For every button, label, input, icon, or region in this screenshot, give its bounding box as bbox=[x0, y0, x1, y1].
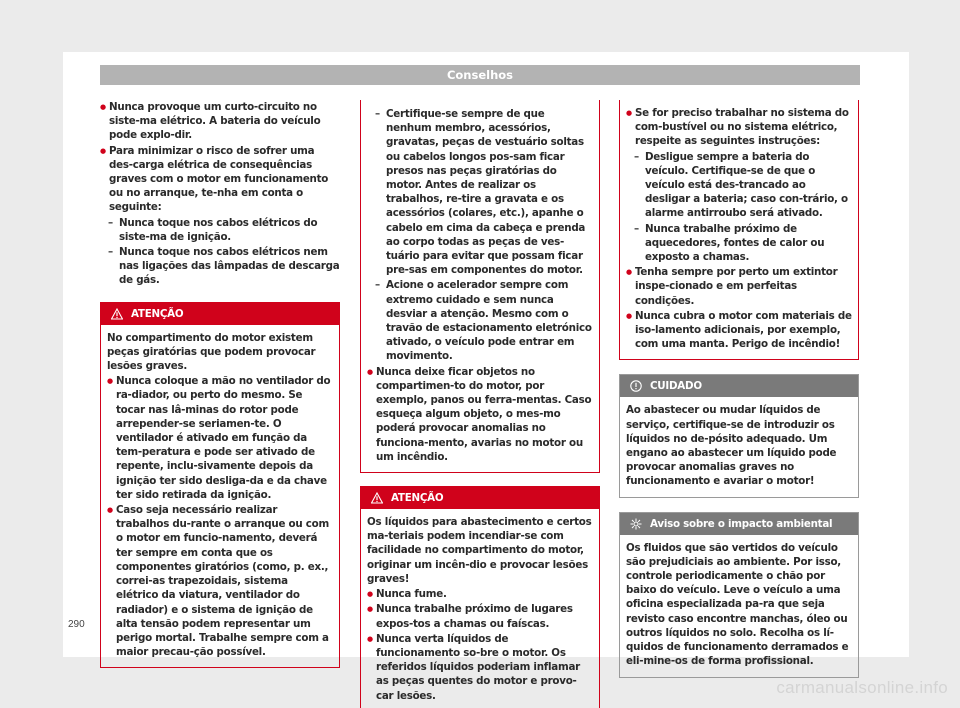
environment-header bbox=[620, 513, 858, 535]
bullet-item: ● Nunca trabalhe próximo de lugares expos-tos a chamas ou faíscas. bbox=[367, 602, 593, 630]
bullet-item: ● Nunca coloque a mão no ventilador do ra-diador, ou perto do mesmo. Se tocar nas lâ-minas do rotor pode arrepender-se seriamen-te. O ventilador é ativado em função da tem-peratura e pode ser ativado de repente, inclu-sivamente depois da ignição ter sido desliga-da e da chave ter sido retirada da ignição. bbox=[107, 374, 333, 502]
warning-header bbox=[101, 303, 339, 325]
bullet-item: ● Nunca fume. bbox=[367, 587, 593, 601]
dash-item: – Nunca trabalhe próximo de aquecedores, fontes de calor ou exposto a chamas. bbox=[626, 222, 852, 265]
warning-box bbox=[360, 486, 600, 708]
column-right bbox=[619, 100, 859, 678]
page-number: 290 bbox=[68, 619, 85, 630]
warning-intro: Os líquidos para abastecimento e certos ma-teriais podem incendiar-se com facilidade no compartimento do motor, originar um incên-dio e provocar lesões graves! bbox=[367, 516, 592, 585]
caution-header bbox=[620, 375, 858, 397]
environment-text: Os fluidos que são vertidos do veículo são prejudiciais ao ambiente. Por isso, controle periodicamente o chão por baixo do veículo. Leve o veículo a uma oficina especializada pa-ra que seja revisto caso encontre manchas, óleo ou outros líquidos no solo. Recolha os lí-quidos de funcionamento derramados e eli-mine-os de forma profissional. bbox=[626, 541, 849, 668]
warning-triangle-icon bbox=[111, 308, 123, 320]
bullet-item: ● Nunca cubra o motor com materiais de iso-lamento adicionais, por exemplo, com uma manta. Perigo de incêndio! bbox=[626, 309, 852, 352]
column-middle bbox=[360, 100, 600, 708]
bullet-item: ● Nunca deixe ficar objetos no compartimen-to do motor, por exemplo, panos ou ferra-mentas. Caso esqueça algum objeto, o mes-mo poderá provocar anomalias no funciona-mento, avarias no motor ou um incêndio. bbox=[367, 365, 593, 464]
dash-item: – Acione o acelerador sempre com extremo cuidado e sem nunca desviar a atenção. Mesmo com o travão de estacionamento eletrónico ativado, o veículo pode entrar em movimento. bbox=[367, 278, 593, 363]
environment-title: Aviso sobre o impacto ambiental bbox=[650, 517, 833, 530]
warning-box-continued bbox=[619, 100, 859, 360]
warning-triangle-icon bbox=[371, 492, 383, 504]
info-circle-icon bbox=[630, 380, 642, 392]
warning-title: ATENÇÃO bbox=[391, 492, 444, 505]
bullet-item: ● Se for preciso trabalhar no sistema do com-bustível ou no sistema elétrico, respeite as seguintes instruções: bbox=[626, 106, 852, 149]
caution-text: Ao abastecer ou mudar líquidos de serviço, certifique-se de introduzir os líquidos no de-pósito adequado. Um engano ao abastecer um líquido pode provocar anomalias graves no funcionamento e avariar o motor! bbox=[626, 404, 837, 488]
dash-item: – Desligue sempre a bateria do veículo. Certifique-se de que o veículo está des-trancado ao desligar a bateria; caso con-trário, o alarme antirroubo será ativado. bbox=[626, 150, 852, 221]
bullet-item: ● Para minimizar o risco de sofrer uma des-carga elétrica de consequências graves com o motor em funcionamento ou no arranque, te-nha em conta o seguinte: bbox=[100, 144, 340, 215]
caution-box bbox=[619, 374, 859, 497]
bullet-item: ● Nunca provoque um curto-circuito no siste-ma elétrico. A bateria do veículo pode explo-dir. bbox=[100, 100, 340, 143]
section-header: Conselhos bbox=[100, 65, 860, 85]
dash-item: – Nunca toque nos cabos elétricos nem nas ligações das lâmpadas de descarga de gás. bbox=[100, 245, 340, 288]
warning-header bbox=[361, 487, 599, 509]
watermark: carmanualsonline.info bbox=[776, 678, 948, 697]
warning-box bbox=[100, 302, 340, 669]
warning-intro: No compartimento do motor existem peças giratórias que podem provocar lesões graves. bbox=[107, 331, 316, 373]
caution-title: CUIDADO bbox=[650, 380, 702, 393]
warning-box-continued bbox=[360, 100, 600, 473]
bullet-item: ● Tenha sempre por perto um extintor inspe-cionado e em perfeitas condições. bbox=[626, 265, 852, 308]
dash-item: – Certifique-se sempre de que nenhum membro, acessórios, gravatas, peças de vestuário soltas ou cabelos longos pos-sam ficar presos nas peças giratórias do motor. Antes de realizar os trabalhos, re-tire a gravata e os acessórios (colares, etc.), apanhe o cabelo em cima da cabeça e prenda ao corpo todas as peças de ves-tuário para evitar que possam ficar pre-sas em componentes do motor. bbox=[367, 107, 593, 277]
column-left bbox=[100, 100, 340, 668]
warning-title: ATENÇÃO bbox=[131, 307, 184, 320]
leaf-icon bbox=[630, 518, 642, 530]
bullet-item: ● Caso seja necessário realizar trabalhos du-rante o arranque ou com o motor em funcio-namento, deverá ter sempre em conta que os componentes giratórios (como, p. ex., correi-as trapezoidais, sistema elétrico da viatura, ventilador do radiador) e o sistema de ignição de alta tensão podem representar um perigo mortal. Trabalhe sempre com a maior precau-ção possível. bbox=[107, 503, 333, 659]
dash-item: – Nunca toque nos cabos elétricos do siste-ma de ignição. bbox=[100, 216, 340, 244]
environment-box bbox=[619, 512, 859, 678]
bullet-item: ● Nunca verta líquidos de funcionamento so-bre o motor. Os referidos líquidos poderiam inflamar as peças quentes do motor e provo-car lesões. bbox=[367, 632, 593, 703]
